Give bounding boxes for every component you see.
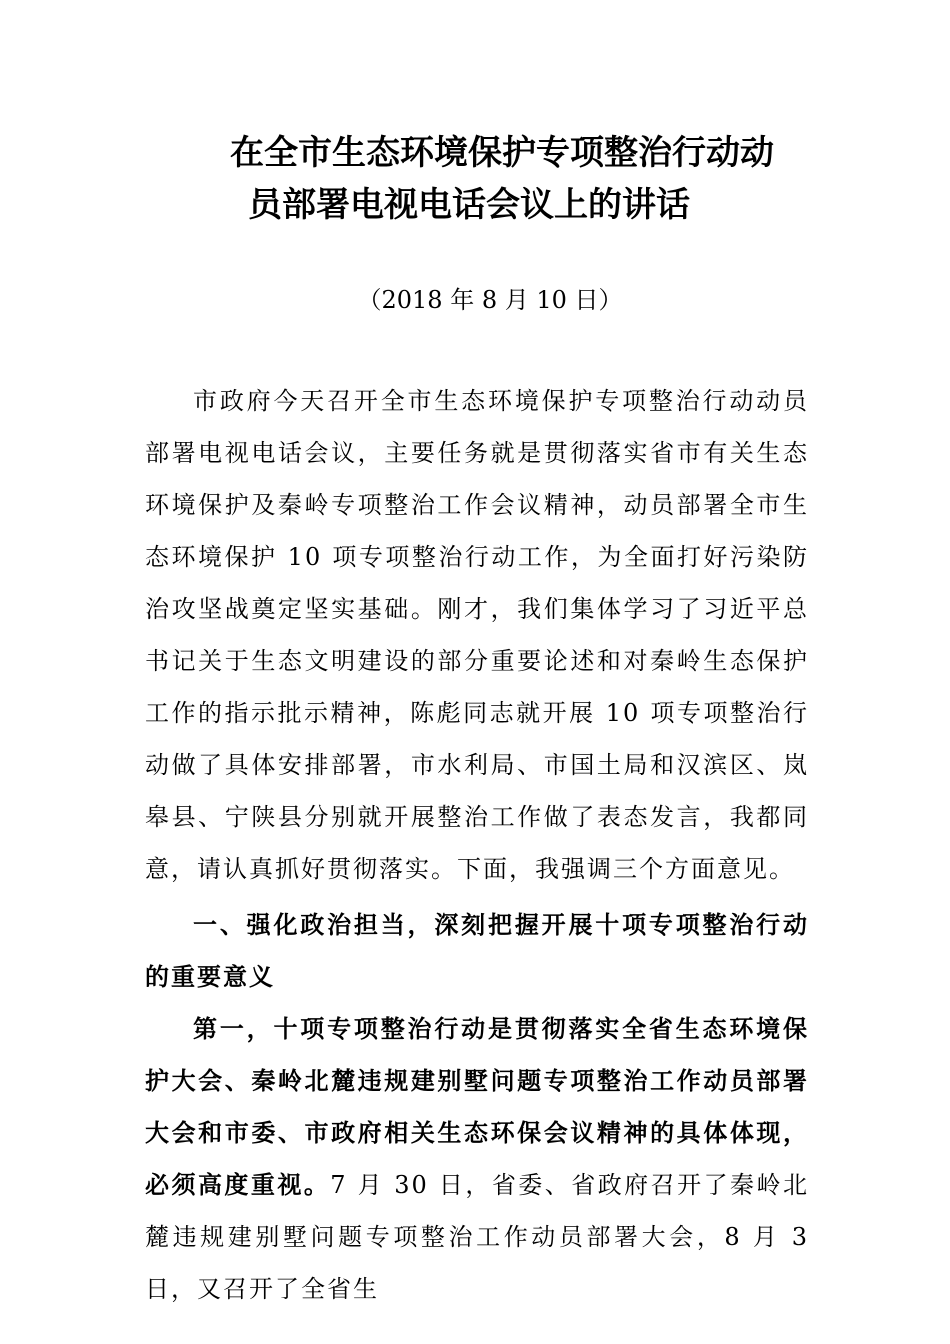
document-title-line-2: 员部署电视电话会议上的讲话 <box>248 185 690 225</box>
document-title-line-1: 在全市生态环境保护专项整治行动动 <box>230 133 774 173</box>
first-point-lead: 第一，十项专项整治行动是贯彻落实全省生态环境保护大会、秦岭北麓违规建别墅问题专项整治工作动员部署大会和市委、市政府相关生态环保会议精神的具体体现，必须高度重视。 <box>145 1014 809 1199</box>
paragraph-first-point <box>145 1003 809 1315</box>
document-body <box>145 375 809 1315</box>
section-heading-1: 一、强化政治担当，深刻把握开展十项专项整治行动的重要意义 <box>145 911 809 991</box>
first-point-text: 7 月 30 日，省委、省政府召开了秦岭北麓违规建别墅问题专项整治工作动员部署大会，8 月 3 日，又召开了全省生 <box>145 1171 809 1303</box>
paragraph-intro: 市政府今天召开全市生态环境保护专项整治行动动员部署电视电话会议，主要任务就是贯彻落实省市有关生态环境保护及秦岭专项整治工作会议精神，动员部署全市生态环境保护 10 项专项整治行动工作，为全面打好污染防治攻坚战奠定坚实基础。刚才，我们集体学习了习近平总书记关于生态文明建设的部分重要论述和对秦岭生态保护工作的指示批示精神，陈彪同志就开展 10 项专项整治行动做了具体安排部署，市水利局、市国土局和汉滨区、岚皋县、宁陕县分别就开展整治工作做了表态发言，我都同意，请认真抓好贯彻落实。下面，我强调三个方面意见。 <box>145 387 809 883</box>
document-date: （2018 年 8 月 10 日） <box>357 286 623 314</box>
